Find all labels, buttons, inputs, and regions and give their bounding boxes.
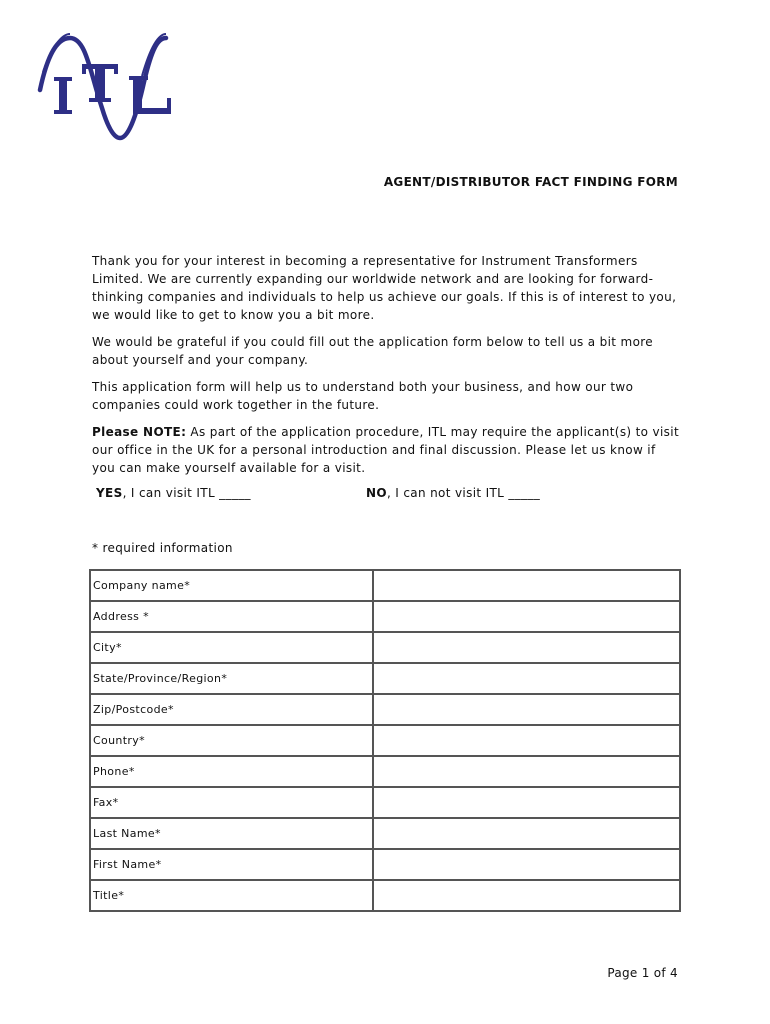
- intro-paragraph: Thank you for your interest in becoming a representative for Instrument Transformers Limited. We are currently expanding our worldwide network and are looking for forward-thinking companies and individuals to help us achieve our goals. If this is of interest to you, we would like to get to know you a bit more.: [92, 254, 677, 322]
- field-label: First Name*: [90, 849, 373, 880]
- table-row: [90, 694, 680, 725]
- table-row: [90, 787, 680, 818]
- table-row: [90, 632, 680, 663]
- visit-no-label: NO: [366, 486, 387, 500]
- company-info-table: [89, 569, 681, 912]
- table-row: [90, 880, 680, 911]
- intro-text: [92, 252, 682, 486]
- required-note: * required information: [92, 541, 233, 555]
- intro-paragraph: We would be grateful if you could fill out the application form below to tell us a bit more about yourself and your company.: [92, 335, 654, 367]
- field-label: Company name*: [90, 570, 373, 601]
- country-field[interactable]: [373, 725, 680, 756]
- zip-postcode-field[interactable]: [373, 694, 680, 725]
- visit-yes-text: , I can visit ITL _____: [122, 486, 251, 500]
- visit-no-text: , I can not visit ITL _____: [386, 486, 541, 500]
- visit-yes-option[interactable]: [96, 486, 251, 500]
- note-paragraph: [92, 423, 682, 477]
- table-row: [90, 756, 680, 787]
- table-row: [90, 663, 680, 694]
- note-label: Please NOTE:: [92, 425, 187, 439]
- table-row: [90, 570, 680, 601]
- phone-field[interactable]: [373, 756, 680, 787]
- note-text: As part of the application procedure, ITL may require the applicant(s) to visit our office in the UK for a personal introduction and final discussion. Please let us know if you can make yourself available for a visit.: [92, 425, 680, 475]
- title-field[interactable]: [373, 880, 680, 911]
- itl-logo: [34, 32, 180, 144]
- table-row: [90, 725, 680, 756]
- field-label: Fax*: [90, 787, 373, 818]
- state-province-region-field[interactable]: [373, 663, 680, 694]
- itl-logo-graphic: [34, 32, 180, 144]
- fax-field[interactable]: [373, 787, 680, 818]
- field-label: Last Name*: [90, 818, 373, 849]
- table-row: [90, 849, 680, 880]
- field-label: Address *: [90, 601, 373, 632]
- field-label: Title*: [90, 880, 373, 911]
- address-field[interactable]: [373, 601, 680, 632]
- page-number: Page 1 of 4: [607, 966, 678, 980]
- company-name-field[interactable]: [373, 570, 680, 601]
- table-row: [90, 818, 680, 849]
- field-label: State/Province/Region*: [90, 663, 373, 694]
- visit-yes-label: YES: [96, 486, 123, 500]
- field-label: City*: [90, 632, 373, 663]
- visit-no-option[interactable]: [366, 486, 540, 500]
- form-title: AGENT/DISTRIBUTOR FACT FINDING FORM: [383, 175, 678, 189]
- table-row: [90, 601, 680, 632]
- first-name-field[interactable]: [373, 849, 680, 880]
- field-label: Phone*: [90, 756, 373, 787]
- last-name-field[interactable]: [373, 818, 680, 849]
- field-label: Country*: [90, 725, 373, 756]
- city-field[interactable]: [373, 632, 680, 663]
- field-label: Zip/Postcode*: [90, 694, 373, 725]
- intro-paragraph: This application form will help us to understand both your business, and how our two companies could work together in the future.: [92, 380, 634, 412]
